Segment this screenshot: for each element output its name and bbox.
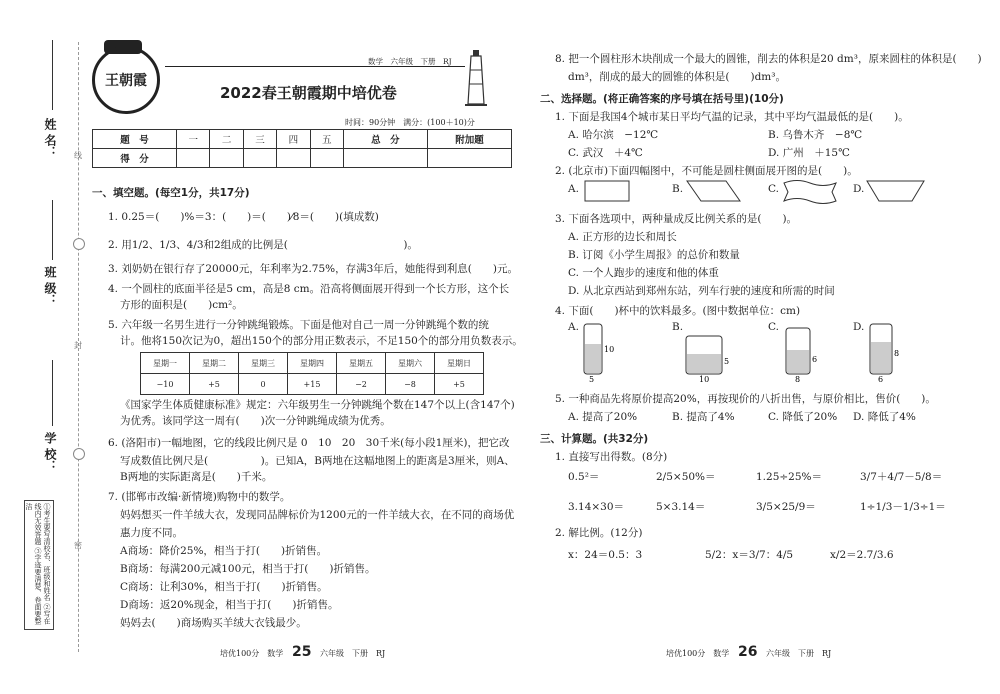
rope-value-cell: +15 <box>288 374 337 395</box>
question-1: 1. 0.25＝( )%＝3：( )＝( )⁄8＝( )(填成数) <box>108 211 379 223</box>
cup-a-height: 10 <box>604 345 615 354</box>
choice-5-option-d: D. 降低了4% <box>853 411 916 423</box>
cup-d-width: 6 <box>878 375 884 384</box>
score-table <box>92 129 512 168</box>
calc-item: 3/7＋4/7－5/8＝ <box>860 471 943 483</box>
calc-1-title: 1. 直接写出得数。(8分) <box>555 451 668 463</box>
proportion-item: x：24＝0.5：3 <box>568 549 643 561</box>
trapezoid-shape-icon <box>866 180 926 204</box>
cup-b-icon <box>684 322 734 384</box>
seal-mark-secret: 密 <box>74 541 82 550</box>
calc-item: 1.25÷25%＝ <box>756 471 823 483</box>
question-6-line3: B两地的实际距离是( )千米。 <box>120 471 273 483</box>
class-label: 班 级： <box>43 266 57 307</box>
score-cell: 四 <box>277 130 310 149</box>
score-input-cell[interactable] <box>243 149 276 168</box>
score-cell: 附加题 <box>427 130 511 149</box>
calc-item: 0.5²＝ <box>568 471 600 483</box>
score-input-cell[interactable] <box>277 149 310 168</box>
choice-3-option-a: A. 正方形的边长和周长 <box>568 231 677 243</box>
question-5-line1: 5. 六年级一名男生进行一分钟跳绳锻炼。下面是他对自己一周一分钟跳绳个数的统 <box>108 319 489 331</box>
choice-3-option-c: C. 一个人跑步的速度和他的体重 <box>568 267 719 279</box>
choice-1: 1. 下面是我国4个城市某日平均气温的记录，其中平均气温最低的是( )。 <box>555 111 909 123</box>
rectangle-shape-icon <box>584 180 634 204</box>
score-table-header-row <box>93 130 512 149</box>
section-fill-blank-title: 一、填空题。(每空1分，共17分) <box>92 187 250 199</box>
choice-2-option-c: C. <box>768 183 779 195</box>
rope-days-row <box>141 353 484 374</box>
binding-hole <box>73 238 85 250</box>
question-5-line4: 为优秀。该同学这一周有( )次一分钟跳绳成绩为优秀。 <box>120 415 391 427</box>
exam-notice: ①考生要写清校名、班级和姓名 ②写在线内无效答题 ③字迹要清楚、卷面要整洁 <box>24 500 54 630</box>
left-footer-label: 培优100分 数学 <box>220 649 284 658</box>
rope-value-cell: +5 <box>435 374 484 395</box>
score-input-cell[interactable] <box>210 149 243 168</box>
cup-a-icon <box>580 322 620 384</box>
question-4-line2: 方形的面积是( )cm²。 <box>120 299 243 311</box>
question-3: 3. 刘奶奶在银行存了20000元，年利率为2.75%，存满3年后，她能得到利息( )元。 <box>108 263 518 275</box>
rope-value-cell: 0 <box>239 374 288 395</box>
binding-hole <box>73 448 85 460</box>
brand-logo: 王朝霞 <box>92 46 160 114</box>
wavy-shape-icon <box>782 180 840 204</box>
right-page-number: 26 <box>738 644 758 660</box>
parallelogram-shape-icon <box>686 180 742 204</box>
rope-day-cell: 星期五 <box>337 353 386 374</box>
calc-item: 3/5×25/9＝ <box>756 501 816 513</box>
question-4-line1: 4. 一个圆柱的底面半径是5 cm，高是8 cm。沿高将侧面展开得到一个长方形，这个长 <box>108 283 510 295</box>
choice-1-option-d: D. 广州 ＋15℃ <box>768 147 850 159</box>
school-write-line[interactable] <box>52 360 53 426</box>
choice-5: 5. 一种商品先将原价提高20%，再按现价的八折出售，与原价相比，售价( )。 <box>555 393 936 405</box>
left-page-number: 25 <box>292 644 312 660</box>
score-input-cell[interactable] <box>177 149 210 168</box>
choice-3-option-b: B. 订阅《小学生周报》的总价和数量 <box>568 249 740 261</box>
cup-c-icon <box>782 322 822 384</box>
question-8-line1: 8. 把一个圆柱形木块削成一个最大的圆锥，削去的体积是20 dm³，原来圆柱的体积是( ) <box>555 53 982 65</box>
choice-4-option-a: A. <box>568 321 579 333</box>
grade-meta: 数学 六年级 下册 RJ <box>368 57 452 66</box>
cup-a-width: 5 <box>589 375 595 384</box>
calc-item: 3.14×30＝ <box>568 501 625 513</box>
choice-2-option-b: B. <box>672 183 684 195</box>
right-footer-grade: 六年级 下册 RJ <box>766 649 832 658</box>
cup-c-width: 8 <box>795 375 801 384</box>
choice-4-option-c: C. <box>768 321 779 333</box>
rope-values-row <box>141 374 484 395</box>
question-7-line3: 惠力度不同。 <box>120 527 183 539</box>
section-calc-title: 三、计算题。(共32分) <box>540 433 649 445</box>
seal-mark-seal: 封 <box>74 341 82 350</box>
question-7-mall-a: A商场：降价25%，相当于打( )折销售。 <box>120 545 328 557</box>
time-score-info: 时间：90分钟 满分：(100＋10)分 <box>345 118 475 127</box>
cup-d-icon <box>866 322 906 384</box>
rope-day-cell: 星期三 <box>239 353 288 374</box>
choice-2-option-d: D. <box>853 183 865 195</box>
choice-1-option-a: A. 哈尔滨 −12℃ <box>568 129 659 141</box>
choice-3-option-d: D. 从北京西站到郑州东站，列车行驶的速度和所需的时间 <box>568 285 835 297</box>
question-7-mall-b: B商场：每满200元减100元，相当于打( )折销售。 <box>120 563 376 575</box>
choice-3: 3. 下面各选项中，两种量成反比例关系的是( )。 <box>555 213 798 225</box>
cup-b-height: 5 <box>724 357 730 366</box>
rope-skipping-table <box>140 352 484 395</box>
question-7-line1: 7. (邯郸市改编·新情境)购物中的数学。 <box>108 491 291 503</box>
proportion-item: 5/2：x＝3/7：4/5 <box>705 549 794 561</box>
choice-5-option-b: B. 提高了4% <box>672 411 735 423</box>
exam-title: 2022春王朝霞期中培优卷 <box>220 84 397 102</box>
rope-day-cell: 星期四 <box>288 353 337 374</box>
calc-2-title: 2. 解比例。(12分) <box>555 527 643 539</box>
lighthouse-icon <box>465 48 487 106</box>
choice-4: 4. 下面( )杯中的饮料最多。(图中数据单位：cm) <box>555 305 801 317</box>
rope-day-cell: 星期六 <box>386 353 435 374</box>
choice-4-option-d: D. <box>853 321 865 333</box>
proportion-item: x/2＝2.7/3.6 <box>830 549 894 561</box>
choice-4-option-b: B. <box>672 321 684 333</box>
score-input-cell[interactable] <box>310 149 343 168</box>
score-cell: 一 <box>177 130 210 149</box>
question-7-answer: 妈妈去( )商场购买羊绒大衣钱最少。 <box>120 617 307 629</box>
choice-5-option-c: C. 降低了20% <box>768 411 838 423</box>
question-7-mall-c: C商场：让利30%，相当于打( )折销售。 <box>120 581 328 593</box>
question-6-line2: 写成数值比例尺是( )。已知A，B两地在这幅地图上的距离是3厘米，则A、 <box>120 455 515 467</box>
rope-value-cell: −8 <box>386 374 435 395</box>
calc-item: 2/5×50%＝ <box>656 471 716 483</box>
score-cell: 五 <box>310 130 343 149</box>
class-write-line[interactable] <box>52 200 53 260</box>
rope-value-cell: −10 <box>141 374 190 395</box>
score-table-score-row <box>93 149 512 168</box>
score-input-cell[interactable] <box>343 149 427 168</box>
choice-1-option-c: C. 武汉 ＋4℃ <box>568 147 643 159</box>
rope-day-cell: 星期一 <box>141 353 190 374</box>
name-label: 姓 名： <box>43 118 57 159</box>
cup-d-height: 8 <box>894 349 900 358</box>
choice-1-option-b: B. 乌鲁木齐 −8℃ <box>768 129 863 141</box>
cup-b-width: 10 <box>699 375 710 384</box>
question-6-line1: 6. (洛阳市)一幅地图，它的线段比例尺是 0 10 20 30千米(每小段1厘米)，把它改 <box>108 437 510 449</box>
score-cell: 总 分 <box>343 130 427 149</box>
choice-5-option-a: A. 提高了20% <box>568 411 638 423</box>
question-7-mall-d: D商场：返20%现金，相当于打( )折销售。 <box>120 599 339 611</box>
name-write-line[interactable] <box>52 40 53 110</box>
seal-mark-line: 线 <box>74 151 82 160</box>
question-5-line3: 《国家学生体质健康标准》规定：六年级男生一分钟跳绳个数在147个以上(含147个) <box>120 399 515 411</box>
cup-c-height: 6 <box>812 355 818 364</box>
choice-2-option-a: A. <box>568 183 579 195</box>
question-7-line2: 妈妈想买一件羊绒大衣，发现同品牌标价为1200元的一件羊绒大衣，在不同的商场优 <box>120 509 515 521</box>
score-input-cell[interactable] <box>427 149 511 168</box>
school-label: 学 校： <box>43 432 57 473</box>
rope-value-cell: +5 <box>190 374 239 395</box>
question-8-line2: dm³，削成的最大的圆锥的体积是( )dm³。 <box>568 71 786 83</box>
rope-value-cell: −2 <box>337 374 386 395</box>
section-choice-title: 二、选择题。(将正确答案的序号填在括号里)(10分) <box>540 93 784 105</box>
calc-item: 5×3.14＝ <box>656 501 706 513</box>
rope-day-cell: 星期日 <box>435 353 484 374</box>
rope-day-cell: 星期二 <box>190 353 239 374</box>
score-row-label: 得 分 <box>93 149 177 168</box>
choice-2: 2. (北京市)下面四幅图中，不可能是圆柱侧面展开图的是( )。 <box>555 165 858 177</box>
question-5-line2: 计。他将150次记为0，超出150个的部分用正数表示，不足150个的部分用负数表示。 <box>120 335 523 347</box>
score-cell: 二 <box>210 130 243 149</box>
calc-item: 1÷1/3－1/3÷1＝ <box>860 501 946 513</box>
left-footer-grade: 六年级 下册 RJ <box>320 649 386 658</box>
question-2: 2. 用1/2、1/3、4/3和2组成的比例是( )。 <box>108 239 418 251</box>
score-cell: 题 号 <box>93 130 177 149</box>
score-cell: 三 <box>243 130 276 149</box>
right-footer-label: 培优100分 数学 <box>666 649 730 658</box>
